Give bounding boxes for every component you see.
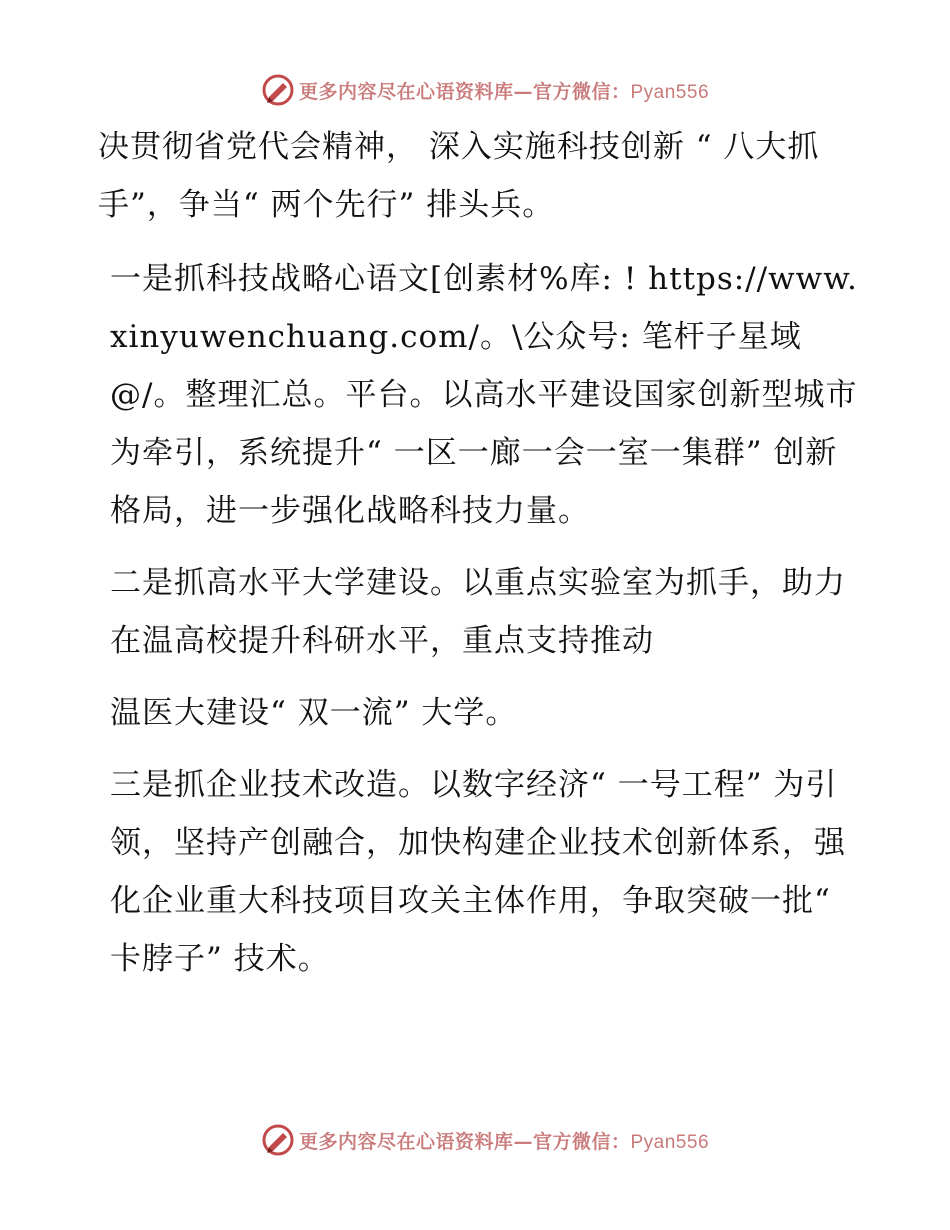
paragraph-2: 一是抓科技战略心语文[创素材%库: ! https://www.xinyuwenchuang.com/。\公众号: 笔杆子星域@/。整理汇总。平台。以高水平建设国家创新型城市为牵引，系统提升“ 一区一廊一会一室一集群” 创新格局，进一步强化战略科技力量。 xyxy=(110,261,858,529)
paragraph-5: 三是抓企业技术改造。以数字经济“ 一号工程” 为引领，坚持产创融合，加快构建企业技术创新体系，强化企业重大科技项目攻关主体作用，争取突破一批“ 卡脖子” 技术。 xyxy=(110,767,846,977)
banner-wechat-id: Pyan556 xyxy=(630,81,710,103)
footer-banner-text-cn: 更多内容尽在心语资料库—官方微信： xyxy=(298,1130,631,1153)
document-body xyxy=(98,118,858,988)
paragraph-4: 温医大建设“ 双一流” 大学。 xyxy=(110,695,518,731)
pen-logo-icon xyxy=(261,73,295,107)
banner-inner xyxy=(261,73,709,107)
footer-banner xyxy=(0,1120,950,1160)
header-banner xyxy=(0,70,950,110)
footer-banner-text xyxy=(299,1127,709,1154)
banner-text xyxy=(299,77,709,104)
pen-logo-icon xyxy=(261,1123,295,1157)
banner-text-cn: 更多内容尽在心语资料库—官方微信： xyxy=(298,80,631,103)
footer-banner-wechat-id: Pyan556 xyxy=(630,1131,710,1153)
paragraph-3: 二是抓高水平大学建设。以重点实验室为抓手，助力在温高校提升科研水平，重点支持推动 xyxy=(110,565,846,659)
banner-inner-footer xyxy=(261,1123,709,1157)
paragraph-1: 决贯彻省党代会精神， 深入实施科技创新 “ 八大抓手”，争当“ 两个先行” 排头兵。 xyxy=(98,129,820,223)
